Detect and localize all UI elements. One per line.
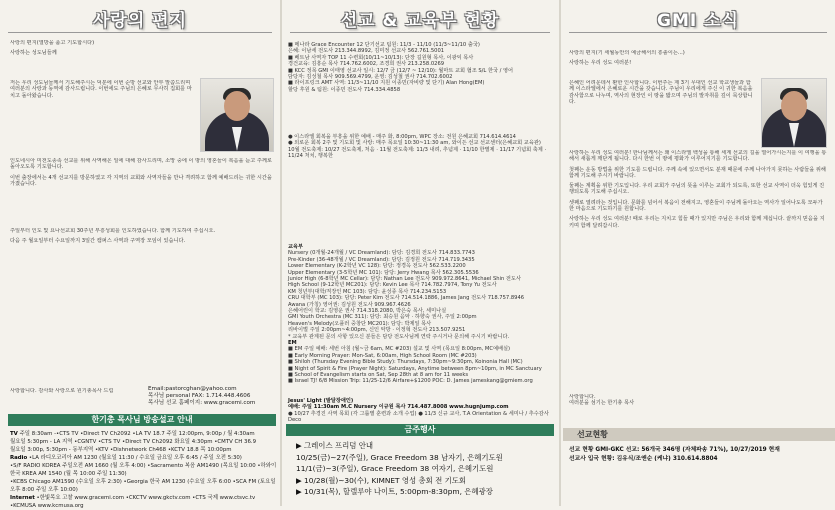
mission-status-line: 선교 현황 GMI-GKC 선교: 56개국 346명 (자체파송 71%), 10/27/2019 현재 bbox=[569, 447, 780, 453]
letter-body-3 bbox=[10, 228, 272, 348]
jesus-light-worship: 예배: 주일 11:30am M.C Nursery 이규원 목사 714.487.8008 www.hugnjump.com bbox=[288, 404, 509, 411]
em-line: ■ School of Evangelism starts on Sat, Sep 28th at 8 am for 11 weeks bbox=[288, 372, 469, 379]
broadcast-row: Internet •한빛목요 고찰 www.gracemi.com •CKCTV www.gkctv.com •CTS 국제 www.ctsvc.tv •KCMUSA www.kcmusa.org bbox=[10, 495, 256, 509]
events-header: 금주행사 bbox=[286, 424, 554, 436]
letter-intro bbox=[10, 40, 190, 70]
event-item: ▶ 그레이스 프리덤 안내 bbox=[296, 441, 373, 450]
mission-note: ● 이스라엘 회복을 부흥을 위한 예배 - 매주 화, 8:00pm, WPC 장소: 전원 은혜교회 714.614.4614 bbox=[288, 134, 516, 140]
event-item: ▶ 10/28(월)~30(수), KIMNET 영성 총회 전 기도회 bbox=[296, 475, 467, 485]
letter-body-1 bbox=[10, 80, 195, 152]
mission-notes bbox=[288, 134, 554, 160]
mission-list bbox=[288, 42, 554, 93]
mission-line: 담당자: 김성철 목사 909.569.4799, 운영: 김성철 권사 714.702.6002 bbox=[288, 74, 453, 81]
mission-line: ■ 베트남 사역자 TOP 11 수련회(10/11~10/13): 단장 길원형 목사, 이광익 목사 bbox=[288, 54, 474, 61]
events-list bbox=[296, 440, 554, 498]
gmi-signoff-name: 여러분을 섬기는 한기총 목사 bbox=[569, 400, 635, 407]
gmi-signoff bbox=[569, 394, 769, 414]
title-divider bbox=[8, 32, 272, 33]
broadcast-row: Radio •LA 라디오코리아 AM 1230 (월요일 11:30 / 수요일 금요일 오후 6:45 / 주일 오전 5:30) bbox=[10, 455, 242, 461]
letter-body-2 bbox=[10, 158, 272, 224]
column-gmi-news bbox=[561, 0, 835, 506]
education-line: Upper Elementary (3-5학년 MC 101): 담당: Jerry Hwang 목사 562.305.5536 bbox=[288, 269, 479, 276]
letter-paragraph: 이번 출장에서는 4개 선교지를 방문하였고 각 지역의 교회와 사역자들을 만나 격려하고 함께 예배드리는 귀한 시간을 가졌습니다. bbox=[10, 174, 272, 187]
education-line: CRU 대학부 (MC 103): 담당: Peter Kim 전도사 714.514.1886, James Jang 전도사 718.757.8946 bbox=[288, 295, 525, 302]
gmi-paragraph: 은혜인 어려운데서 환한 인사합니다. 이번주는 제 3기 무대인 선교 학교생들과 함께 이스라엘에서 은혜로운 시간을 갖습니다. 주님이 우리에게 주신 이 귀한 복음을 감사함으로 나누며, 역사의 현장인 이 땅을 밟으며 주님의 발자취를 깊이 묵상합니다. bbox=[569, 80, 753, 105]
broadcast-row: 월요일 3:00p, 5:30pm - 동부지역 •KTV •Dishnetwork Ch468 •KCTV 18.8 목 10:00pm bbox=[10, 447, 232, 453]
gmi-paragraph: 첫째는 운동 방법을 위한 기도를 드립니다. 주께 속에 있으면서도 분재 때문에 주께 나아가지 못하는 사람들을 위해 함께 기도해 주시기 바랍니다. bbox=[569, 166, 826, 179]
em-line: ■ Shiloh (Thursday Evening Bible Study): Thursdays, 7:30pm~9:30pm, Koinonia Hall (MC) bbox=[288, 359, 523, 366]
education-line: Junior High (6-8학년 MC Cellar): 담당: Nathan Lee 전도사 909.972.8641, Michael Shin 전도사 bbox=[288, 276, 521, 283]
mission-line: 할당 후원 & 팀원: 이종민 전도사 714.334.4858 bbox=[288, 86, 401, 93]
event-item: ▶ 10/31(목), 할렐루야 나이트, 5:00pm-8:30pm, 은혜광장 bbox=[296, 487, 493, 496]
letter-heading: 사랑의 편지(열방을 품고 기도합시다) bbox=[10, 40, 95, 46]
broadcast-list bbox=[10, 430, 278, 510]
gmi-news-title: GMI 소식 bbox=[657, 11, 739, 31]
broadcast-row: •KCBS Chicago AM1590 (수요일 오후 2:30) •Georgia 한국 AM 1230 (수요일 오후 6:00 •SCA FM (토요일 오후 8:00 주일 오후 10:00) bbox=[10, 479, 276, 493]
education-line: * 교육부 관계된 문의 사항 있으신 분들은 담당 전도사님께 연락 주시거나 문의해 주시기 바랍니다. bbox=[288, 333, 510, 340]
mission-note: ● 외로운 회복 2주 및 기도회 및 사랑: 매주 목요일 10:30~11:30 am, 와이든 선교 선교센터(은혜교회 교육관) bbox=[288, 140, 541, 147]
gmi-pastor-photo bbox=[761, 78, 827, 148]
pastor-photo bbox=[200, 78, 274, 152]
title-divider bbox=[290, 32, 550, 33]
em-heading: EM bbox=[288, 340, 297, 346]
em-line: ■ Israel TJ! 6/8 Mission Trip: 11/25-12/6 Airfare+$1200 POC: D. James jameskang@gmiem.org bbox=[288, 378, 533, 385]
mission-line: ■ 메나라 Grace Encounter 12 단기선교 팀원: 11/3 - 11/10 (11/3~11/10 출국) bbox=[288, 42, 480, 48]
em-section bbox=[288, 340, 554, 385]
education-line: Heaven's Melody(오플러 중창단 MC201): 담당: 박제일 목사 bbox=[288, 320, 432, 327]
column-mission-education bbox=[282, 0, 558, 506]
letter-paragraph: 다음 주 월요일부터 수요일까지 3일간 캠퍼스 사역과 구역장 모임이 있습니다. bbox=[10, 238, 186, 245]
broadcast-row: 월요일 5:30pm - LA 지역 •CGNTV •CTS TV •Direct TV Ch2092 화요일 4:30pm •CMTV CH 36.9 bbox=[10, 439, 257, 445]
jesus-light-heading: Jesus' Light (발달장애인) bbox=[288, 398, 354, 404]
education-line: Awana (가칭) 영어권: 김성원 전도사 909.967.4626 bbox=[288, 301, 411, 308]
event-item: 11/1(금)~3(주일), Grace Freedom 38 여자기, 은혜기도원 bbox=[296, 464, 494, 473]
education-line: Pre-Kinder (36-48개월 / VC Dreamland): 담당: 김정원 전도사 714.719.3435 bbox=[288, 256, 475, 263]
gmi-body-2 bbox=[569, 150, 827, 380]
broadcast-header: 한기총 목사님 방송설교 안내 bbox=[8, 414, 276, 426]
pastor-website[interactable]: 목사님 선교 홈페이지: www.gracemi.com bbox=[148, 400, 256, 406]
mission-status-header: 선교현황 bbox=[563, 428, 835, 441]
letter-paragraph: 주일부터 인도 및 요나선교회 30주년 부흥성회를 인도하였습니다. 함께 기도하여 주십시오. bbox=[10, 228, 216, 234]
broadcast-row: •S/F RADIO KOREA 주일오전 AM 1660 (월 오후 4:00) •Sacramento 복음 AM1490 (목요일 10:00 •하와이 한국 KREA AM 1540 (월 목 10:00 주일 11:30) bbox=[10, 463, 277, 477]
mission-line: 경건교육: 김흥순 목사 714.762.6002, 조경희 권사 213.258.0269 bbox=[288, 61, 445, 68]
jesus-light-section bbox=[288, 398, 554, 424]
event-item: 10/25(금)~27(주일), Grace Freedom 38 남자기, 은혜기도원 bbox=[296, 452, 503, 462]
education-line: High School (9-12학년 MC201): 담당: Kevin Lee 목사 714.782.7974, Tony Yu 전도사 bbox=[288, 282, 497, 289]
gmi-intro bbox=[569, 50, 825, 80]
mission-title: 선교 & 교육부 현황 bbox=[340, 11, 500, 31]
letter-signoff: 사랑합니다. 감사와 사랑으로 원기총목사 드림 bbox=[10, 388, 114, 394]
education-line: 은혜어린이 학교: 김영운 권사 714.318.2080, 박은숙 목사, 세미나실 bbox=[288, 308, 447, 315]
education-line: KM 청년부(대학/직장인 MC 103): 담당: 윤성종 목사 714.234.5153 bbox=[288, 288, 447, 295]
em-line: ■ EM 주일 예배: 세번 아침 (월~금 6am, MC #203) 설교 및 사역 (목요일 8:00pm, MC예배실) bbox=[288, 346, 511, 353]
broadcast-row: TV 주일 8:30am -•CTS TV •Direct TV Ch2092 •LA TV 18.7 주일 12:00pm, 9:00p / 월 4:30am bbox=[10, 431, 255, 437]
letter-paragraph: 인도네시아 미전도종족 선교를 위해 사역해온 일에 대해 감사드리며, 소망 중에 이 땅의 영혼들이 복음을 듣고 주께로 돌아오도록 기도합니다. bbox=[10, 158, 272, 171]
column-pastor-letter bbox=[0, 0, 280, 509]
education-line: GMI Youth Orchestra (MC 311): 담당: 최승원 음악 · 하향숙 권사, 주일 2:00pm bbox=[288, 314, 477, 321]
education-heading: 교육부 bbox=[288, 244, 304, 250]
gmi-paragraph: 사랑하는 우리 성도 여러분! 한나님께서는 왜 이스라엘 백성을 통해 세계 선교의 길을 열어가시는지를 이 여행을 통해서 새롭게 깨닫게 됩니다. 다시 한번 이 땅에 평화가 이루어지기를 기도합니다. bbox=[569, 150, 827, 163]
em-line: ■ Night of Spirit & Fire (Prayer Night): Saturdays, Anytime between 8pm~10pm, in MC Sanctuary bbox=[288, 365, 542, 372]
gmi-paragraph: 둘째는 계획을 위한 기도입니다. 우리 교회가 주님의 뜻을 이루는 교회가 되도록, 또한 선교 사역이 더욱 힘있게 진행되도록 기도해 주십시오. bbox=[569, 183, 825, 196]
education-line: 리바이벌 주일 2:00pm~4:00pm, 신인 악방 · 이정혁 전도사 213.507.9251 bbox=[288, 327, 466, 334]
letter-greeting: 사랑하는 성도님들께 bbox=[10, 50, 57, 57]
education-section bbox=[288, 244, 554, 340]
mission-status-list bbox=[569, 446, 829, 464]
title-divider bbox=[569, 32, 827, 33]
mission-line: 은혜: 이남세 전도사 213.344.8992, 김미정 선교사 562.761.5001 bbox=[288, 48, 445, 55]
mission-note: 10월 전도축제: 10/27 전도축제, 처음 · 11월 전도축제: 11/3 내려, 추념제 · 11/10 한별제 · 11/17 기념회 축제 · 11/24 처치, 행복한 bbox=[288, 146, 547, 160]
pastor-email[interactable]: Email:pastorcghan@yahoo.com bbox=[148, 386, 237, 392]
pastor-letter-title: 사랑의 편지 bbox=[92, 11, 188, 31]
gmi-heading: 사랑의 편지(기 세월동안의 예금해서의 흥솔이는...) bbox=[569, 50, 685, 56]
gmi-paragraph: 셋째로 열려라는 것입니다. 문화를 넘어서 복음이 전해지고, 영혼들이 주님께 돌아오는 역사가 일어나도록 모두가 한 마음으로 기도하기를 원합니다. bbox=[569, 199, 823, 213]
gmi-body-1 bbox=[569, 80, 755, 120]
pastor-fax: 목사님 personal FAX: 1.714.448.4606 bbox=[148, 393, 251, 399]
mission-status-line: 선교사 입국 현황: 김유식/조앤순 (케냐) 310.614.8804 bbox=[569, 456, 718, 462]
gmi-signoff-line: 사랑합니다. bbox=[569, 394, 596, 400]
gmi-greeting: 사랑하는 우리 성도 여러분! bbox=[569, 60, 632, 67]
education-line: Nursery (0개월-24개월 / VC Dreamland): 담당: 김경희 전도사 714.833.7743 bbox=[288, 250, 475, 257]
mission-line: ■ 라이프링크 AMT 사역: 11/3~11/10 지원 이종민(자비량 및 단기) Alan Hong(EM) bbox=[288, 80, 485, 87]
em-line: ■ Early Morning Prayer: Mon-Sat, 6:00am, High School Room (MC #203) bbox=[288, 352, 477, 359]
education-line: Lower Elementary (K-2학년 VC 128): 담당: 정경옥 전도사 562.533.2200 bbox=[288, 263, 466, 270]
pastor-contact bbox=[148, 386, 278, 407]
letter-paragraph: 저는 우리 성도님들께서 기도해주시는 덕분에 이번 순방 선교와 안부 말씀드리며 여러분의 사랑과 동역에 감사드립니다. 이번에도 주님의 은혜로 무사히 집회를 마치고 돌아왔습니다. bbox=[10, 80, 192, 99]
mission-line: ■ KCC 정목 GMI 이태영 선교사 일시: 12/7 금 (12/7 ~ 12/10): 월마트 교회 협조 S/L 한국 / 영어 bbox=[288, 67, 514, 74]
gmi-paragraph: 사랑하는 우리 성도 여러분! 때로 우리는 지치고 힘들 때가 있지만 주님은 우리와 함께 계십니다. 끝까지 믿음을 지키며 함께 달려갑시다. bbox=[569, 216, 825, 229]
jesus-light-notes: ● 10/27 추경진 사역 목회 (각 그룹별 훈련과 소개 수업) ● 11/3 신규 교사, T.A Orientation & 세미나 / 추수감사 Deco bbox=[288, 410, 549, 424]
